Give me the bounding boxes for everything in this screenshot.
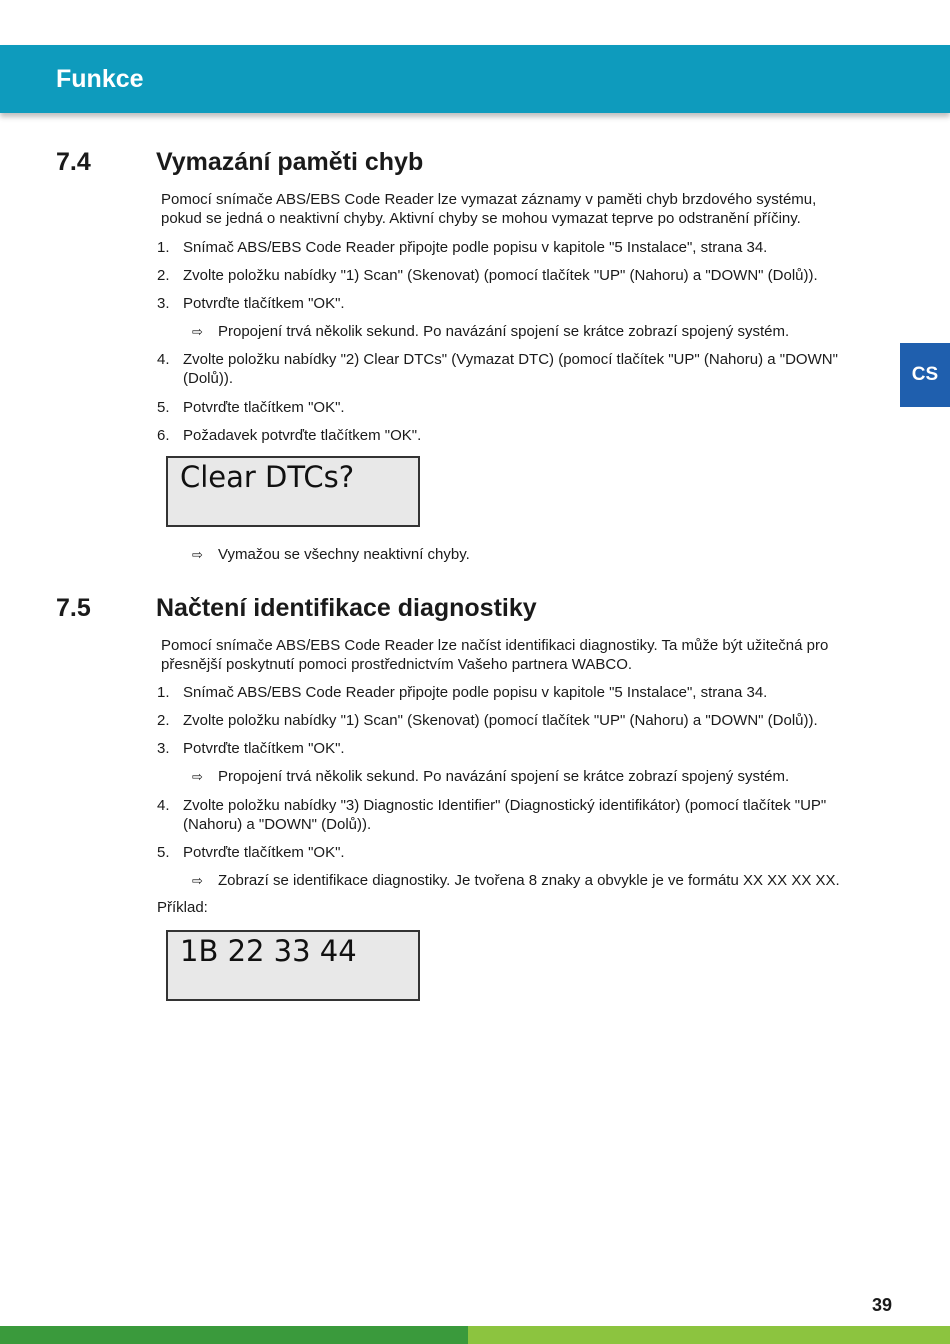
step-text: Zvolte položku nabídky "1) Scan" (Skenovat) (pomocí tlačítek "UP" (Nahoru) a "DOWN" (Dolů)). <box>183 267 818 284</box>
result-arrow-icon: ⇨ <box>192 324 203 339</box>
step-text-line: Zvolte položku nabídky "2) Clear DTCs" (Vymazat DTC) (pomocí tlačítek "UP" (Nahoru) a "DOWN" <box>183 351 838 368</box>
footer-bar-dark <box>0 1326 468 1344</box>
step-number: 5. <box>157 844 170 861</box>
step-number: 4. <box>157 351 170 368</box>
result-text: Vymažou se všechny neaktivní chyby. <box>218 546 470 563</box>
step-text: Potvrďte tlačítkem "OK". <box>183 399 345 416</box>
step-text <box>183 350 883 388</box>
step-text: Potvrďte tlačítkem "OK". <box>183 295 345 312</box>
result-text: Zobrazí se identifikace diagnostiky. Je tvořena 8 znaky a obvykle je ve formátu XX XX XX XX. <box>218 872 840 889</box>
step-number: 6. <box>157 427 170 444</box>
display-text: Clear DTCs? <box>180 460 355 494</box>
intro-line: Pomocí snímače ABS/EBS Code Reader lze vymazat záznamy v paměti chyb brzdového systému, <box>161 191 817 208</box>
step-text-line: (Nahoru) a "DOWN" (Dolů)). <box>183 816 372 833</box>
step-text-line: (Dolů)). <box>183 370 234 387</box>
language-tab: CS <box>900 343 950 407</box>
step-number: 4. <box>157 797 170 814</box>
intro-line: přesnější poskytnutí pomoci prostřednictvím Vašeho partnera WABCO. <box>161 656 633 673</box>
display-screen <box>166 930 420 1001</box>
step-number: 1. <box>157 239 170 256</box>
result-text: Propojení trvá několik sekund. Po navázání spojení se krátce zobrazí spojený systém. <box>218 323 790 340</box>
step-text-line: Zvolte položku nabídky "3) Diagnostic Identifier" (Diagnostický identifikátor) (pomocí tlačítek "UP" <box>183 797 827 814</box>
step-number: 2. <box>157 712 170 729</box>
step-number: 3. <box>157 295 170 312</box>
result-arrow-icon: ⇨ <box>192 547 203 562</box>
footer-bar-light <box>468 1326 950 1344</box>
section-intro <box>161 190 881 228</box>
step-number: 2. <box>157 267 170 284</box>
result-arrow-icon: ⇨ <box>192 873 203 888</box>
intro-line: Pomocí snímače ABS/EBS Code Reader lze načíst identifikaci diagnostiky. Ta může být užitečná pro <box>161 637 829 654</box>
header-title: Funkce <box>56 65 144 93</box>
step-text: Snímač ABS/EBS Code Reader připojte podle popisu v kapitole "5 Instalace", strana 34. <box>183 684 768 701</box>
page-number: 39 <box>872 1295 893 1315</box>
header-bar <box>0 45 950 113</box>
step-text: Požadavek potvrďte tlačítkem "OK". <box>183 427 422 444</box>
step-number: 1. <box>157 684 170 701</box>
step-text: Potvrďte tlačítkem "OK". <box>183 844 345 861</box>
display-text: 1B 22 33 44 <box>180 934 357 968</box>
step-number: 5. <box>157 399 170 416</box>
display-screen <box>166 456 420 527</box>
section-title: Vymazání paměti chyb <box>156 148 424 176</box>
example-label: Příklad: <box>157 899 208 916</box>
section-intro <box>161 636 881 674</box>
section-title: Načtení identifikace diagnostiky <box>156 594 537 622</box>
step-text: Snímač ABS/EBS Code Reader připojte podle popisu v kapitole "5 Instalace", strana 34. <box>183 239 768 256</box>
section-number: 7.4 <box>56 148 91 176</box>
step-number: 3. <box>157 740 170 757</box>
step-text: Zvolte položku nabídky "1) Scan" (Skenovat) (pomocí tlačítek "UP" (Nahoru) a "DOWN" (Dolů)). <box>183 712 818 729</box>
intro-line: pokud se jedná o neaktivní chyby. Aktivní chyby se mohou vymazat teprve po odstranění příčiny. <box>161 210 801 227</box>
step-text <box>183 796 883 834</box>
result-arrow-icon: ⇨ <box>192 769 203 784</box>
section-number: 7.5 <box>56 594 91 622</box>
result-text: Propojení trvá několik sekund. Po navázání spojení se krátce zobrazí spojený systém. <box>218 768 790 785</box>
step-text: Potvrďte tlačítkem "OK". <box>183 740 345 757</box>
